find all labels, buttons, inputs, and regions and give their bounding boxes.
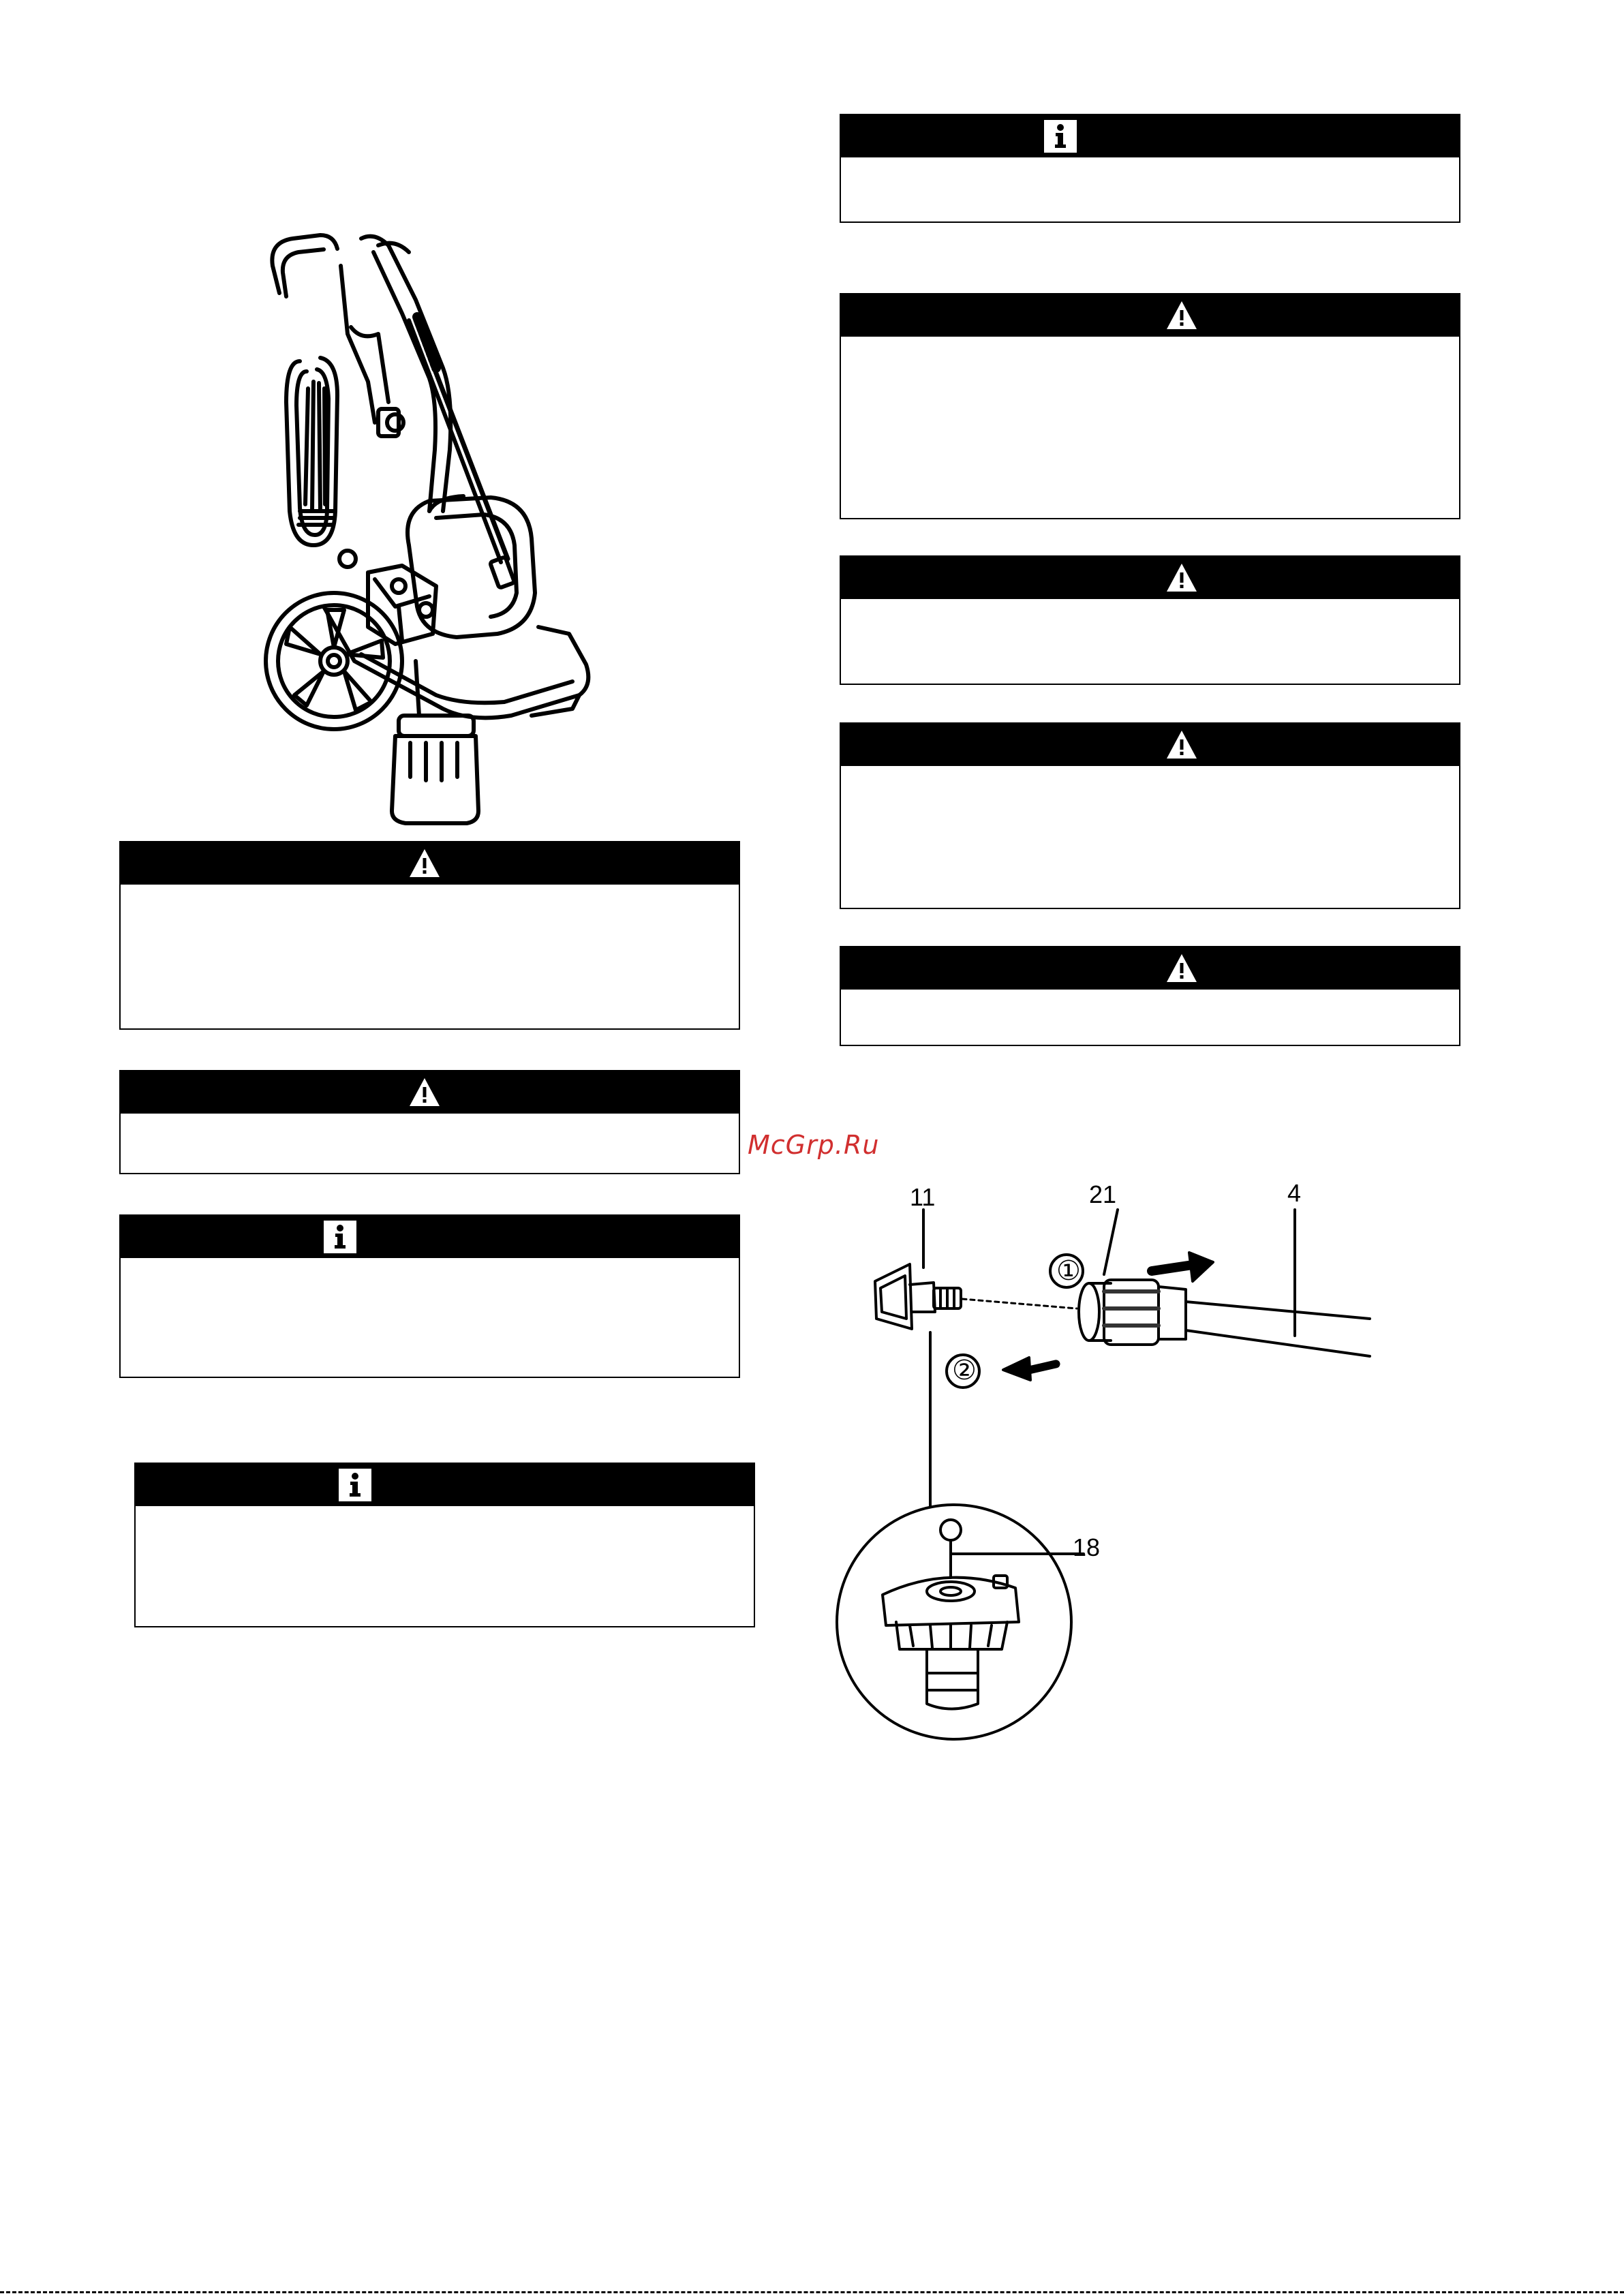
notice-warning-3 [840, 722, 1460, 909]
page-footer-rule [0, 2291, 1624, 2293]
label-lance: 4 [1287, 1179, 1302, 1207]
notice-header [841, 115, 1459, 157]
warning-icon [408, 1076, 441, 1109]
notice-warning-1 [840, 293, 1460, 519]
warning-icon [1165, 729, 1198, 761]
notice-warning-6 [119, 1070, 740, 1174]
label-nozzle: 11 [910, 1183, 936, 1211]
notice-header [841, 557, 1459, 599]
notice-header [121, 842, 739, 885]
nozzle-coupler-diagram [831, 1172, 1404, 1751]
label-orifice: 18 [1073, 1533, 1101, 1561]
notice-info-2 [119, 1214, 740, 1378]
pressure-washer-illustration [259, 225, 627, 831]
notice-header [841, 947, 1459, 990]
notice-header [121, 1216, 739, 1258]
info-icon [324, 1221, 356, 1253]
notice-header [121, 1071, 739, 1114]
step-pull: ① [1056, 1255, 1081, 1287]
notice-warning-2 [840, 555, 1460, 685]
watermark: McGrp.Ru [748, 1130, 880, 1160]
notice-header [841, 724, 1459, 766]
label-quick-coupler: 21 [1089, 1180, 1117, 1208]
notice-header [841, 294, 1459, 337]
warning-icon [408, 847, 441, 880]
notice-info-3 [134, 1463, 755, 1627]
info-icon [1044, 120, 1077, 153]
warning-icon [1165, 299, 1198, 332]
info-icon [339, 1469, 371, 1501]
notice-warning-5 [119, 841, 740, 1030]
notice-warning-4 [840, 946, 1460, 1046]
step-insert: ② [952, 1355, 977, 1386]
notice-info-1 [840, 114, 1460, 223]
warning-icon [1165, 952, 1198, 985]
warning-icon [1165, 562, 1198, 594]
notice-header [136, 1464, 754, 1506]
